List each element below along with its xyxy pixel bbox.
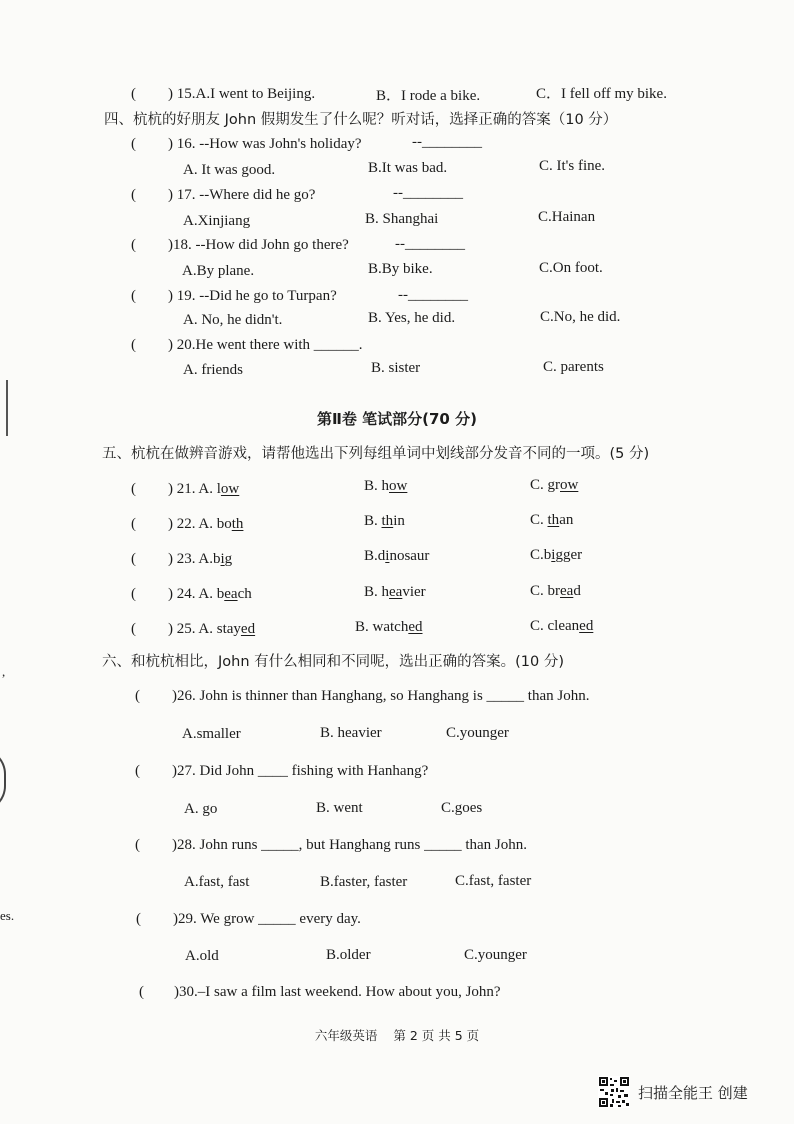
q26-option-b: B. heavier: [320, 725, 382, 741]
question-number: 15.: [176, 86, 196, 102]
option-a: A.I went to Beijing.: [195, 86, 316, 102]
q28-option-a: A.fast, fast: [184, 874, 250, 890]
subject-label: 六年级英语: [314, 1028, 378, 1043]
question-29: ( )29. We grow _____ every day.: [136, 911, 361, 927]
q18-option-a: A.By plane.: [182, 263, 255, 279]
q17-option-a: A.Xinjiang: [183, 213, 251, 229]
q23-option-b: B.dinosaur: [364, 548, 430, 564]
answer-paren: (: [131, 86, 136, 102]
question-27: ( )27. Did John ____ fishing with Hanhang?: [135, 763, 429, 779]
q23-option-c: C.bigger: [530, 547, 583, 563]
q17-answer-blank: --________: [393, 185, 463, 201]
edge-text-fragment: ,: [2, 664, 6, 679]
scanner-watermark: 扫描全能王 创建: [638, 1084, 748, 1102]
q25-option-c: C. cleaned: [530, 618, 594, 634]
scan-edge-mark: [6, 380, 8, 436]
edge-text-fragment: es.: [0, 908, 15, 923]
question-19: ( ) 19. --Did he go to Turpan?: [131, 288, 337, 304]
q24-option-b: B. heavier: [364, 584, 426, 600]
q18-option-c: C.On foot.: [539, 260, 603, 276]
question-17: ( ) 17. --Where did he go?: [131, 187, 316, 203]
q27-option-a: A. go: [184, 801, 218, 817]
q20-option-b: B. sister: [371, 360, 421, 376]
q21-option-c: C. grow: [530, 477, 579, 493]
question-16: ( ) 16. --How was John's holiday?: [131, 136, 362, 152]
q18-answer-blank: --________: [395, 236, 465, 252]
part-2-title: 第Ⅱ卷 笔试部分(70 分): [317, 410, 477, 428]
q16-option-c: C. It's fine.: [539, 158, 606, 174]
question-15: ( ) 15.A.I went to Beijing.: [131, 86, 316, 102]
q17-option-b: B. Shanghai: [365, 211, 439, 227]
qr-code-icon: [598, 1076, 630, 1108]
q16-answer-blank: --________: [412, 134, 482, 150]
page-footer: [0, 1026, 794, 1044]
q19-option-b: B. Yes, he did.: [368, 310, 456, 326]
q25-option-b: B. watched: [355, 619, 423, 635]
q28-option-b: B.faster, faster: [320, 874, 408, 890]
question-20: ( ) 20.He went there with ______.: [131, 337, 363, 353]
question-24: ( ) 24. A. beach: [131, 586, 252, 602]
q20-option-a: A. friends: [183, 362, 243, 378]
q17-option-c: C.Hainan: [538, 209, 596, 225]
q28-option-c: C.fast, faster: [455, 873, 532, 889]
q15-option-b: B．I rode a bike.: [376, 88, 481, 104]
q19-option-a: A. No, he didn't.: [183, 312, 283, 328]
question-18: ( )18. --How did John go there?: [131, 237, 349, 253]
q22-option-b: B. thin: [364, 513, 405, 529]
page-number: 第 2 页 共 5 页: [393, 1028, 480, 1043]
q18-option-b: B.By bike.: [368, 261, 433, 277]
q26-option-a: A.smaller: [182, 726, 241, 742]
q29-option-b: B.older: [326, 947, 371, 963]
q20-option-c: C. parents: [543, 359, 604, 375]
question-22: ( ) 22. A. both: [131, 516, 244, 532]
q27-option-c: C.goes: [441, 800, 483, 816]
underlined-letters: ow: [220, 481, 240, 497]
q24-option-c: C. bread: [530, 583, 581, 599]
q15-option-c: C．I fell off my bike.: [536, 86, 667, 102]
question-23: ( ) 23. A.big: [131, 551, 233, 567]
section-6-heading: 六、和杭杭相比，John 有什么相同和不同呢，选出正确的答案。(10 分): [102, 654, 565, 670]
q29-option-c: C.younger: [464, 947, 527, 963]
q19-answer-blank: --________: [398, 287, 468, 303]
q22-option-c: C. than: [530, 512, 574, 528]
section-5-heading: 五、杭杭在做辨音游戏，请帮他选出下列每组单词中划线部分发音不同的一项。(5 分): [102, 446, 650, 462]
question-30: ( )30.–I saw a film last weekend. How about you, John?: [139, 984, 501, 1000]
question-21: ( ) 21. A. low: [131, 481, 240, 497]
question-25: ( ) 25. A. stayed: [131, 621, 256, 637]
section-4-heading: 四、杭杭的好朋友 John 假期发生了什么呢？听对话，选择正确的答案（10 分）: [104, 112, 618, 128]
q21-option-b: B. how: [364, 478, 408, 494]
q19-option-c: C.No, he did.: [540, 309, 621, 325]
question-28: ( )28. John runs _____, but Hanghang runs _____ than John.: [135, 837, 527, 853]
q16-option-b: B.It was bad.: [368, 160, 448, 176]
q16-option-a: A. It was good.: [183, 162, 276, 178]
q26-option-c: C.younger: [446, 725, 509, 741]
q27-option-b: B. went: [316, 800, 363, 816]
question-26: ( )26. John is thinner than Hanghang, so Hanghang is _____ than John.: [135, 688, 590, 704]
scan-edge-arc: [0, 748, 6, 812]
q29-option-a: A.old: [185, 948, 219, 964]
